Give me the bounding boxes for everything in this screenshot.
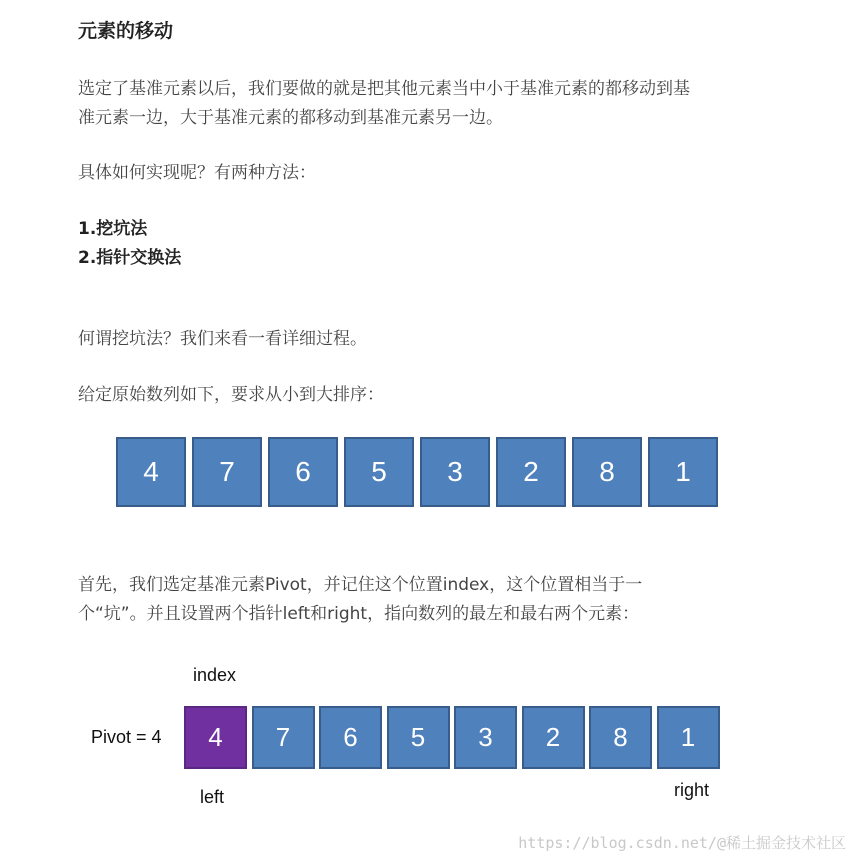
left-pointer-label: left [200,787,225,807]
pivot-label: Pivot = 4 [91,727,162,747]
array-cell: 2 [496,437,566,507]
paragraph-methods-question: 具体如何实现呢？有两种方法： [78,163,316,183]
right-pointer-label: right [674,780,710,800]
array-cell: 5 [387,706,450,769]
array-cell: 3 [420,437,490,507]
array-cell: 6 [319,706,382,769]
paragraph-given-array: 给定原始数列如下，要求从小到大排序： [78,385,384,405]
paragraph-pivot-line1: 首先，我们选定基准元素Pivot，并记住这个位置index，这个位置相当于一 [78,575,643,595]
array-cell: 1 [648,437,718,507]
array-cell: 7 [192,437,262,507]
index-label: index [193,665,237,685]
array-cell: 8 [572,437,642,507]
section-heading: 元素的移动 [78,20,174,42]
array-cell: 8 [589,706,652,769]
paragraph-pit-method: 何谓挖坑法？我们来看一看详细过程。 [78,329,367,349]
watermark: https://blog.csdn.net/@稀土掘金技术社区 [518,834,846,852]
method-2: 2.指针交换法 [78,248,182,268]
method-1: 1.挖坑法 [78,219,148,239]
array-cell: 1 [657,706,720,769]
array-cell: 7 [252,706,315,769]
array-cell: 3 [454,706,517,769]
paragraph-pivot-line2: 个“坑”。并且设置两个指针left和right，指向数列的最左和最右两个元素： [78,604,640,624]
array-cell: 2 [522,706,585,769]
array-cell: 4 [184,706,247,769]
paragraph-intro-line1: 选定了基准元素以后，我们要做的就是把其他元素当中小于基准元素的都移动到基 [78,79,690,99]
array-cell: 5 [344,437,414,507]
array-cell: 4 [116,437,186,507]
paragraph-intro-line2: 准元素一边，大于基准元素的都移动到基准元素另一边。 [78,108,503,128]
array-cell: 6 [268,437,338,507]
